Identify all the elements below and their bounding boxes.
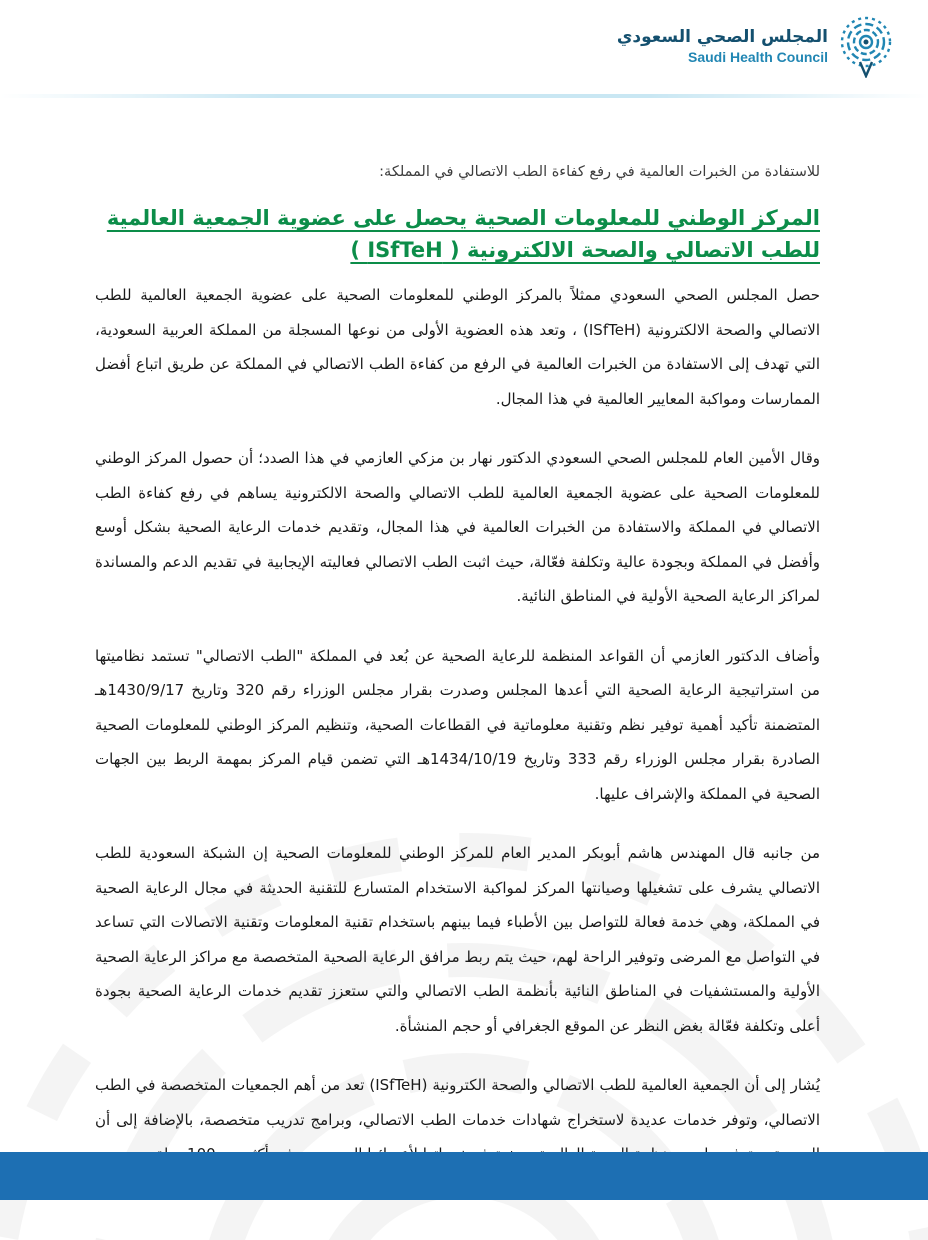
header-divider xyxy=(0,94,928,98)
article-paragraph: من جانبه قال المهندس هاشم أبوبكر المدير العام للمركز الوطني للمعلومات الصحية إن الشبكة السعودية للطب الاتصالي يشرف على تشغيلها وصيانتها المركز لمواكبة الاستخدام المتسارع للتقنية الحديثة في مجال الرعاية الصحية في المملكة، وهي خدمة فعالة للتواصل بين الأطباء فيما بينهم باستخدام تقنية المعلومات وتقنية الاتصالات التي تساعد في التواصل مع المرضى وتوفير الراحة لهم، حيث يتم ربط مرافق الرعاية الصحية المتخصصة مع مراكز الرعاية الصحية الأولية والمستشفيات في المناطق النائية بأنظمة الطب الاتصالي والتي ستعزز تقديم خدمات الرعاية الصحية بجودة أعلى وتكلفة فعّالة بغض النظر عن الموقع الجغرافي أو حجم المنشأة. xyxy=(94,844,820,1035)
article-paragraph: حصل المجلس الصحي السعودي ممثلاً بالمركز الوطني للمعلومات الصحية على عضوية الجمعية العالمية للطب الاتصالي والصحة الالكترونية (ISfTeH) ، وتعد هذه العضوية الأولى من نوعها المسجلة من المملكة العربية السعودية، التي تهدف إلى الاستفادة من الخبرات العالمية في الرفع من كفاءة الطب الاتصالي في المملكة عن طريق اتباع أفضل الممارسات ومواكبة المعايير العالمية في هذا المجال. xyxy=(95,286,820,408)
council-emblem-icon xyxy=(838,14,894,78)
footer-band xyxy=(0,1152,928,1200)
article xyxy=(95,160,820,1172)
saudi-health-council-logo xyxy=(617,14,894,78)
logo-text xyxy=(617,26,828,66)
logo-arabic-name: المجلس الصحي السعودي xyxy=(616,27,828,47)
article-headline: المركز الوطني للمعلومات الصحية يحصل على عضوية الجمعية العالمية للطب الاتصالي والصحة الالكترونية ( ISfTeH ) xyxy=(106,206,820,262)
article-paragraph: وقال الأمين العام للمجلس الصحي السعودي الدكتور نهار بن مزكي العازمي في هذا الصدد؛ أن حصول المركز الوطني للمعلومات الصحية على عضوية الجمعية العالمية للطب الاتصالي والصحة الالكترونية يساهم في رفع كفاءة الطب الاتصالي في المملكة والاستفادة من الخبرات العالمية في هذا المجال، وتقديم خدمات الرعاية الصحية بشكل أوسع وأفضل في المملكة وبجودة عالية وتكلفة فعّالة، حيث اثبت الطب الاتصالي فعاليته الإيجابية في تقديم الدعم والمساندة لمراكز الرعاية الصحية الأولية في المناطق النائية. xyxy=(95,449,820,605)
article-paragraph: وأضاف الدكتور العازمي أن القواعد المنظمة للرعاية الصحية عن بُعد في المملكة "الطب الاتصالي" تستمد نظاميتها من استراتيجية الرعاية الصحية التي أعدها المجلس وصدرت بقرار مجلس الوزراء رقم 320 وتاريخ 1430/9/17هـ المتضمنة تأكيد أهمية توفير نظم وتقنية معلوماتية في القطاعات الصحية، وتنظيم المركز الوطني للمعلومات الصحية الصادرة بقرار مجلس الوزراء رقم 333 وتاريخ 1434/10/19هـ التي تضمن قيام المركز بمهمة الربط بين الجهات الصحية في المملكة والإشراف عليها. xyxy=(95,646,820,803)
article-paragraph: يُشار إلى أن الجمعية العالمية للطب الاتصالي والصحة الكترونية (ISfTeH) تعد من أهم الجمعيات المتخصصة في الطب الاتصالي، وتوفر خدمات عديدة لاستخراج شهادات خدمات الطب الاتصالي، وبرامج تدريب متخصصة، بالإضافة إلى أن xyxy=(95,1076,820,1129)
article-intro: للاستفادة من الخبرات العالمية في رفع كفاءة الطب الاتصالي في المملكة: xyxy=(379,164,820,180)
logo-english-name: Saudi Health Council xyxy=(687,49,828,65)
